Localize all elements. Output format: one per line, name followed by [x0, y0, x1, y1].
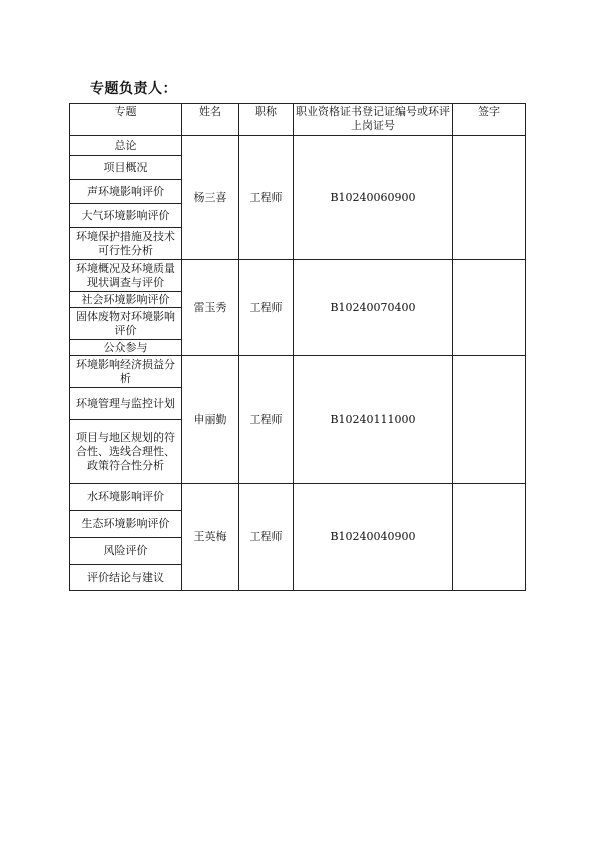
topic-cell: 声环境影响评价: [70, 180, 182, 204]
topic-cell: 大气环境影响评价: [70, 204, 182, 228]
person-name-cell: 杨三喜: [182, 136, 239, 260]
topic-cell: 总论: [70, 136, 182, 156]
col-name-header: 姓名: [182, 104, 239, 136]
topic-cell: 环境管理与监控计划: [70, 388, 182, 420]
table-row: [70, 136, 526, 156]
col-sign-header: 签字: [453, 104, 526, 136]
cert-number-cell: B10240070400: [294, 260, 453, 356]
table-row: [70, 484, 526, 511]
person-name-cell: 王英梅: [182, 484, 239, 591]
topic-cell: 社会环境影响评价: [70, 292, 182, 308]
table-row: [70, 356, 526, 388]
topic-cell: 环境影响经济损益分析: [70, 356, 182, 388]
person-title-cell: 工程师: [239, 356, 294, 484]
topic-cell: 固体废物对环境影响评价: [70, 308, 182, 340]
topic-cell: 环境概况及环境质量现状调查与评价: [70, 260, 182, 292]
person-name-cell: 雷玉秀: [182, 260, 239, 356]
person-name-cell: 申丽勤: [182, 356, 239, 484]
topic-cell: 公众参与: [70, 340, 182, 356]
cert-number-cell: B10240060900: [294, 136, 453, 260]
topic-cell: 风险评价: [70, 538, 182, 565]
col-cert-header: 职业资格证书登记证编号或环评上岗证号: [294, 104, 453, 136]
col-title-header: 职称: [239, 104, 294, 136]
responsible-persons-table: [69, 103, 526, 591]
topic-cell: 生态环境影响评价: [70, 511, 182, 538]
page-heading: 专题负责人：: [90, 81, 177, 97]
table-row: [70, 260, 526, 292]
signature-cell[interactable]: [453, 260, 526, 356]
cert-number-cell: B10240040900: [294, 484, 453, 591]
signature-cell[interactable]: [453, 136, 526, 260]
signature-cell[interactable]: [453, 356, 526, 484]
topic-cell: 评价结论与建议: [70, 565, 182, 591]
topic-cell: 项目概况: [70, 156, 182, 180]
col-topic-header: 专题: [70, 104, 182, 136]
person-title-cell: 工程师: [239, 136, 294, 260]
topic-cell: 水环境影响评价: [70, 484, 182, 511]
table-header-row: [70, 104, 526, 136]
cert-number-cell: B10240111000: [294, 356, 453, 484]
signature-cell[interactable]: [453, 484, 526, 591]
person-title-cell: 工程师: [239, 260, 294, 356]
person-title-cell: 工程师: [239, 484, 294, 591]
topic-cell: 项目与地区规划的符合性、选线合理性、政策符合性分析: [70, 420, 182, 484]
topic-cell: 环境保护措施及技术可行性分析: [70, 228, 182, 260]
